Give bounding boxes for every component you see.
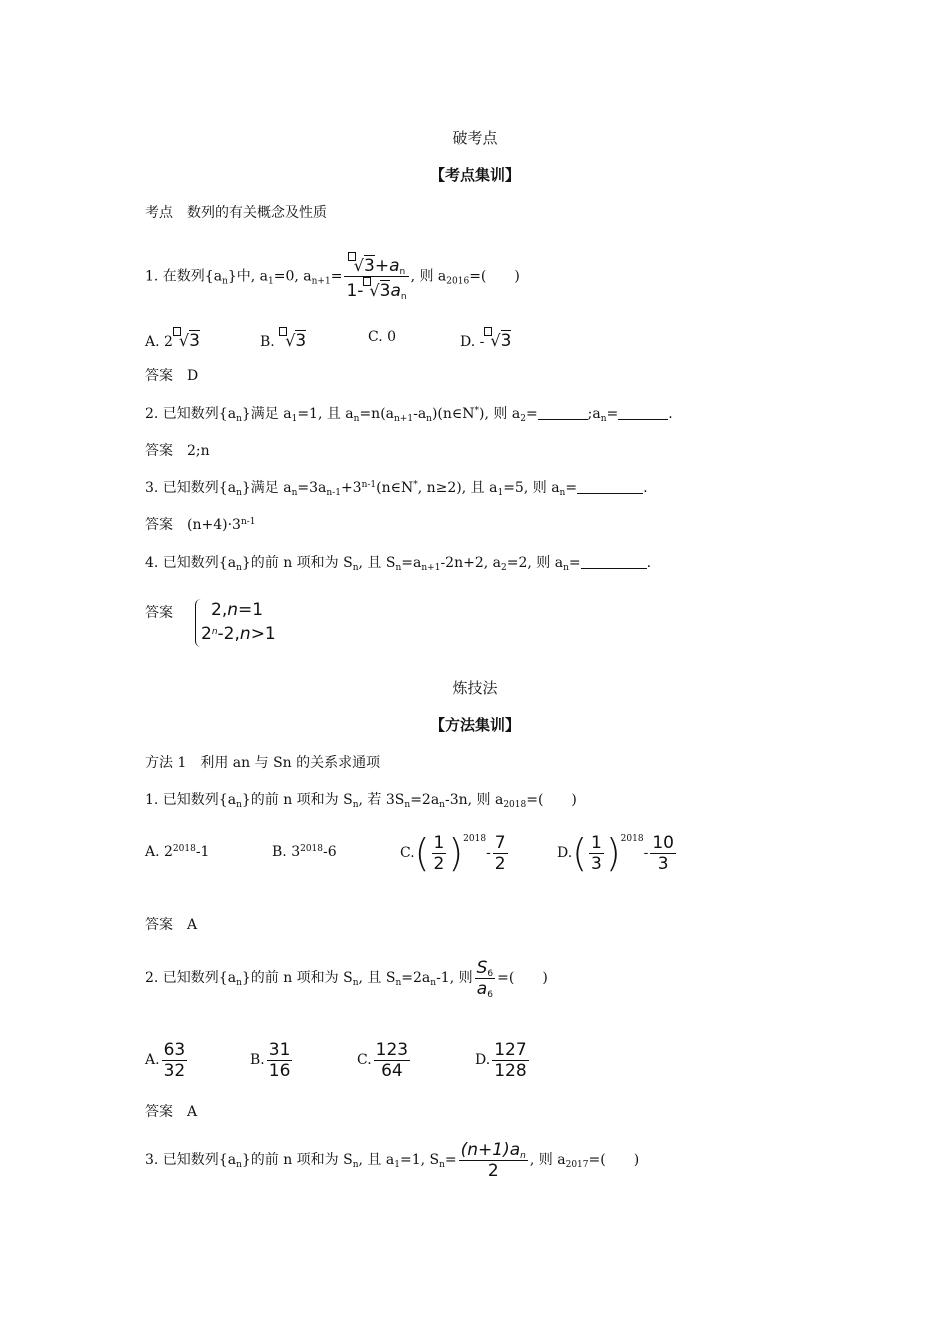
q3-blank[interactable] <box>577 479 643 494</box>
q1-answer: 答案 D <box>145 368 199 384</box>
q3-answer: 答案 $(n+4)\cdot 3^{n-1}$ <box>145 517 256 533</box>
m1-option-b: B. $3^{2018}-6$ <box>272 844 337 860</box>
question-3: 3. 已知数列$\{a_n\}$满足 $a_n=3a_{n-1}+3^{n-1}(n\in N^*$, n≥2), 且 $a_1=5$, 则 $a_n=$ . <box>145 480 648 498</box>
q2-blank-1[interactable] <box>538 405 588 420</box>
topic-heading-1: 考点 数列的有关概念及性质 <box>145 205 327 221</box>
q4-piecewise-answer: 2,n=1 $2^n-2,n>1$ <box>195 597 315 649</box>
section-subtitle-1: 【考点集训】 <box>429 166 520 184</box>
q1-fraction: $\frac{√3+a_n}{1- √3a_n}$ <box>344 252 408 301</box>
q4-answer-label: 答案 <box>145 605 173 621</box>
q4-blank[interactable] <box>581 554 647 569</box>
section-subtitle-2: 【方法集训】 <box>429 716 520 734</box>
m2-answer: 答案 A <box>145 1104 198 1120</box>
section-title-1: 破考点 <box>452 129 498 147</box>
m2-option-d: D. $\frac{127}{128}$ <box>475 1039 527 1081</box>
m1-answer: 答案 A <box>145 917 198 933</box>
q2-answer: 答案 2;n <box>145 443 210 459</box>
q1-option-d: D. - √3 <box>460 327 511 352</box>
topic-heading-2: 方法 1 利用 an 与 Sn 的关系求通项 <box>145 755 381 771</box>
m1-option-d: D.( $\frac{1}{3}$ )$^{2018}$- $\frac{10}{3}$ <box>557 831 674 875</box>
m2-option-c: C. $\frac{123}{64}$ <box>357 1039 409 1081</box>
m2-option-b: B. $\frac{31}{16}$ <box>250 1039 291 1081</box>
question-2: 2. 已知数列$\{a_n\}$满足 $a_1=1$, 且 $a_n=n(a_{n+1}-a_n)(n\in N^*)$, 则 $a_2=$ $;a_n=$ . <box>145 406 673 424</box>
method-question-2: 2. 已知数列$\{a_n\}$的前 n 项和为 $S_n$, 且 $S_n=2a_n-1$, 则 $\frac{S_6}{a_6}$ =( ) <box>145 957 548 1000</box>
q2-blank-2[interactable] <box>618 405 668 420</box>
q1-option-b: B. √3 <box>260 327 306 352</box>
m2-option-a: A. $\frac{63}{32}$ <box>145 1039 186 1081</box>
m1-option-a: A. $2^{2018}-1$ <box>145 844 210 860</box>
q1-option-c: C. 0 <box>368 329 397 345</box>
method-question-1: 1. 已知数列$\{a_n\}$的前 n 项和为 $S_n$, 若 $3S_n=2a_n-3n$, 则 $a_{2018}=$( ) <box>145 792 577 810</box>
question-4: 4. 已知数列$\{a_n\}$的前 n 项和为 $S_n$, 且 $S_n=a_{n+1}-2n+2$, $a_2=2$, 则 $a_n=$ . <box>145 555 652 573</box>
section-title-2: 炼技法 <box>452 679 498 697</box>
question-1: 1. 在数列$\{a_n\}$中, $a_1=0$, $a_{n+1}=$ $\frac{√3+a_n}{1- √3a_n}$ , 则 $a_{2016}=$( ) <box>145 252 520 301</box>
method-question-3: 3. 已知数列$\{a_n\}$的前 n 项和为 $S_n$, 且 $a_1=1$, $S_n=$ $\frac{(n+1)a_n}{2}$ , 则 $a_{2017}=$( ) <box>145 1139 640 1181</box>
m1-option-c: C.( $\frac{1}{2}$ )$^{2018}$- $\frac{7}{2}$ <box>400 831 506 875</box>
q1-option-a: A. 2 √3 <box>145 327 200 352</box>
